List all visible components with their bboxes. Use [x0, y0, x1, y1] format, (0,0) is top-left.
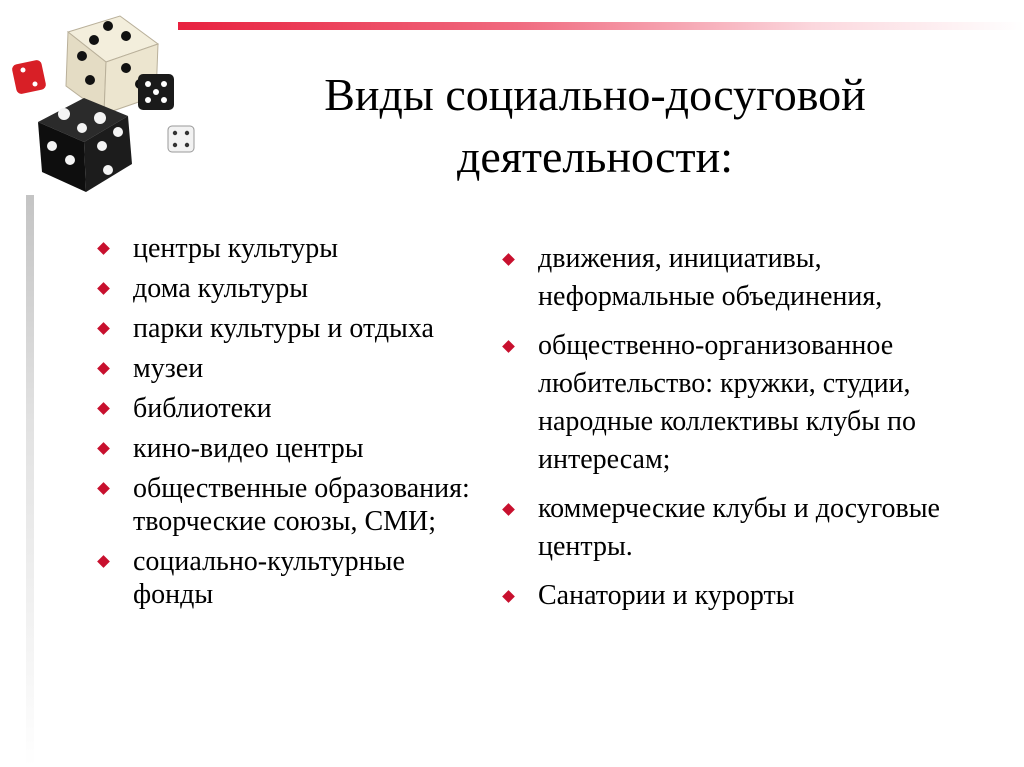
list-item-text: дома культуры [133, 273, 308, 304]
list-item-text: социально-культурные фонды [133, 546, 405, 610]
diamond-bullet-icon [502, 503, 515, 516]
list-item-text: музеи [133, 353, 204, 384]
list-item [95, 472, 485, 538]
diamond-bullet-icon [97, 322, 110, 335]
diamond-bullet-icon [97, 402, 110, 415]
list-item [95, 432, 485, 465]
diamond-bullet-icon [97, 242, 110, 255]
left-bullet-list [95, 232, 485, 618]
left-decorative-rule [26, 195, 34, 767]
list-item-text: кино-видео центры [133, 433, 364, 464]
diamond-bullet-icon [97, 482, 110, 495]
black-die-icon [38, 98, 132, 192]
diamond-bullet-icon [502, 253, 515, 266]
list-item [500, 327, 1000, 479]
diamond-bullet-icon [502, 340, 515, 353]
right-bullet-list [500, 240, 1000, 626]
small-black-die-icon [138, 74, 174, 110]
list-item [95, 392, 485, 425]
list-item [95, 312, 485, 345]
list-item [95, 272, 485, 305]
list-item [500, 490, 1000, 566]
list-item [95, 545, 485, 611]
diamond-bullet-icon [97, 362, 110, 375]
slide-title: Виды социально-досуговой деятельности: [324, 69, 866, 182]
list-item-text: центры культуры [133, 233, 339, 264]
list-item-text: библиотеки [133, 393, 272, 424]
diamond-bullet-icon [502, 590, 515, 603]
list-item-text: общественные образования: творческие союзы, СМИ; [133, 473, 470, 537]
list-item [95, 352, 485, 385]
tiny-white-die-icon [168, 126, 194, 152]
list-item [95, 232, 485, 265]
list-item-text: движения, инициативы, неформальные объединения, [538, 243, 883, 312]
diamond-bullet-icon [97, 282, 110, 295]
list-item-text: Санатории и курорты [538, 580, 795, 611]
diamond-bullet-icon [97, 555, 110, 568]
list-item [500, 577, 1000, 615]
list-item-text: коммерческие клубы и досуговые центры. [538, 493, 940, 562]
list-item [500, 240, 1000, 316]
list-item-text: общественно-организованное любительство: кружки, студии, народные коллективы клубы по интересам; [538, 330, 916, 475]
diamond-bullet-icon [97, 442, 110, 455]
list-item-text: парки культуры и отдыха [133, 313, 434, 344]
top-decorative-rule [178, 22, 1024, 30]
red-die-icon [11, 59, 47, 95]
dice-icon [8, 4, 198, 194]
